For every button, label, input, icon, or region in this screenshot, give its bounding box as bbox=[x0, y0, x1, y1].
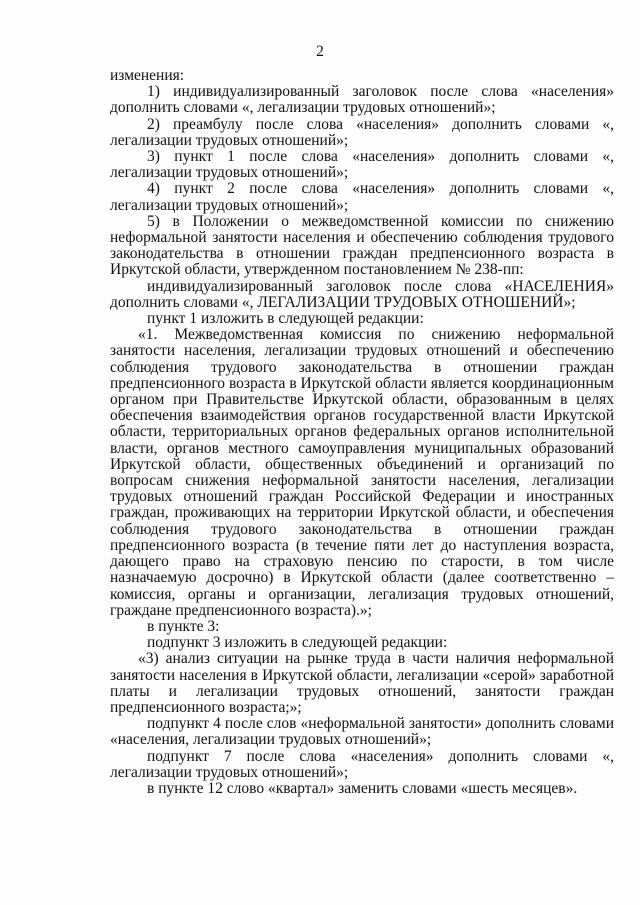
intro-line: изменения: bbox=[110, 67, 185, 84]
item-4: 4) пункт 2 после слова «населения» дополнить словами «, легализации трудовых отношений»; bbox=[110, 180, 614, 214]
subpoint-4: подпункт 4 после слов «неформальной занятости» дополнить словами «населения, легализации трудовых отношений»; bbox=[110, 715, 614, 749]
item-2: 2) преамбулу после слова «населения» дополнить словами «, легализации трудовых отношений»; bbox=[110, 115, 614, 149]
subpoint-7: подпункт 7 после слова «населения» дополнить словами «, легализации трудовых отношений»; bbox=[110, 747, 614, 781]
subpoint-3-text: «3) анализ ситуации на рынке труда в части наличия неформальной занятости населения в Иркутской области, легализации «серой» заработной платы и легализации трудовых отношений, занятости граждан предпенсионного возраста;»; bbox=[110, 650, 614, 716]
heading-amendment: индивидуализированный заголовок после слова «НАСЕЛЕНИЯ» дополнить словами «, ЛЕГАЛИЗАЦИИ ТРУДОВЫХ ОТНОШЕНИЙ»; bbox=[110, 277, 614, 311]
item-3: 3) пункт 1 после слова «населения» дополнить словами «, легализации трудовых отношений»; bbox=[110, 148, 614, 182]
point-3-intro: в пункте 3: bbox=[147, 617, 220, 635]
document-body bbox=[110, 68, 614, 797]
point-12: в пункте 12 слово «квартал» заменить словами «шесть месяцев». bbox=[147, 779, 578, 797]
point-1-intro: пункт 1 изложить в следующей редакции: bbox=[147, 310, 424, 328]
point-1-text: «1. Межведомственная комиссия по снижению неформальной занятости населения, легализации трудовых отношений и обеспечению соблюдения трудового законодательства в отношении граждан предпенсионного возраста в Иркутской области является координационным органом при Правительстве Иркутской области, образованным в целях обеспечения взаимодействия органов государственной власти Иркутской области, территориальных органов федеральных органов исполнительной власти, органов местного самоуправления муниципальных образований Иркутской области, общественных объединений и организаций по вопросам снижения неформальной занятости населения, легализации трудовых отношений граждан Российской Федерации и иностранных граждан, проживающих на территории Иркутской области, и обеспечения соблюдения трудового законодательства в отношении граждан предпенсионного возраста (в течение пяти лет до наступления возраста, дающего право на страховую пенсию по старости, в том числе назначаемую досрочно) в Иркутской области (далее соответственно – комиссия, органы и организации, легализация трудовых отношений, граждане предпенсионного возраста).»; bbox=[110, 326, 614, 619]
item-1: 1) индивидуализированный заголовок после слова «населения» дополнить словами «, легализации трудовых отношений»; bbox=[110, 83, 614, 117]
item-5: 5) в Положении о межведомственной комиссии по снижению неформальной занятости населения и обеспечению соблюдения трудового законодательства в отношении граждан предпенсионного возраста в Иркутской области, утвержденном постановлением № 238-пп: bbox=[110, 212, 614, 279]
page-number: 2 bbox=[316, 43, 324, 60]
subpoint-3-intro: подпункт 3 изложить в следующей редакции: bbox=[147, 634, 448, 652]
